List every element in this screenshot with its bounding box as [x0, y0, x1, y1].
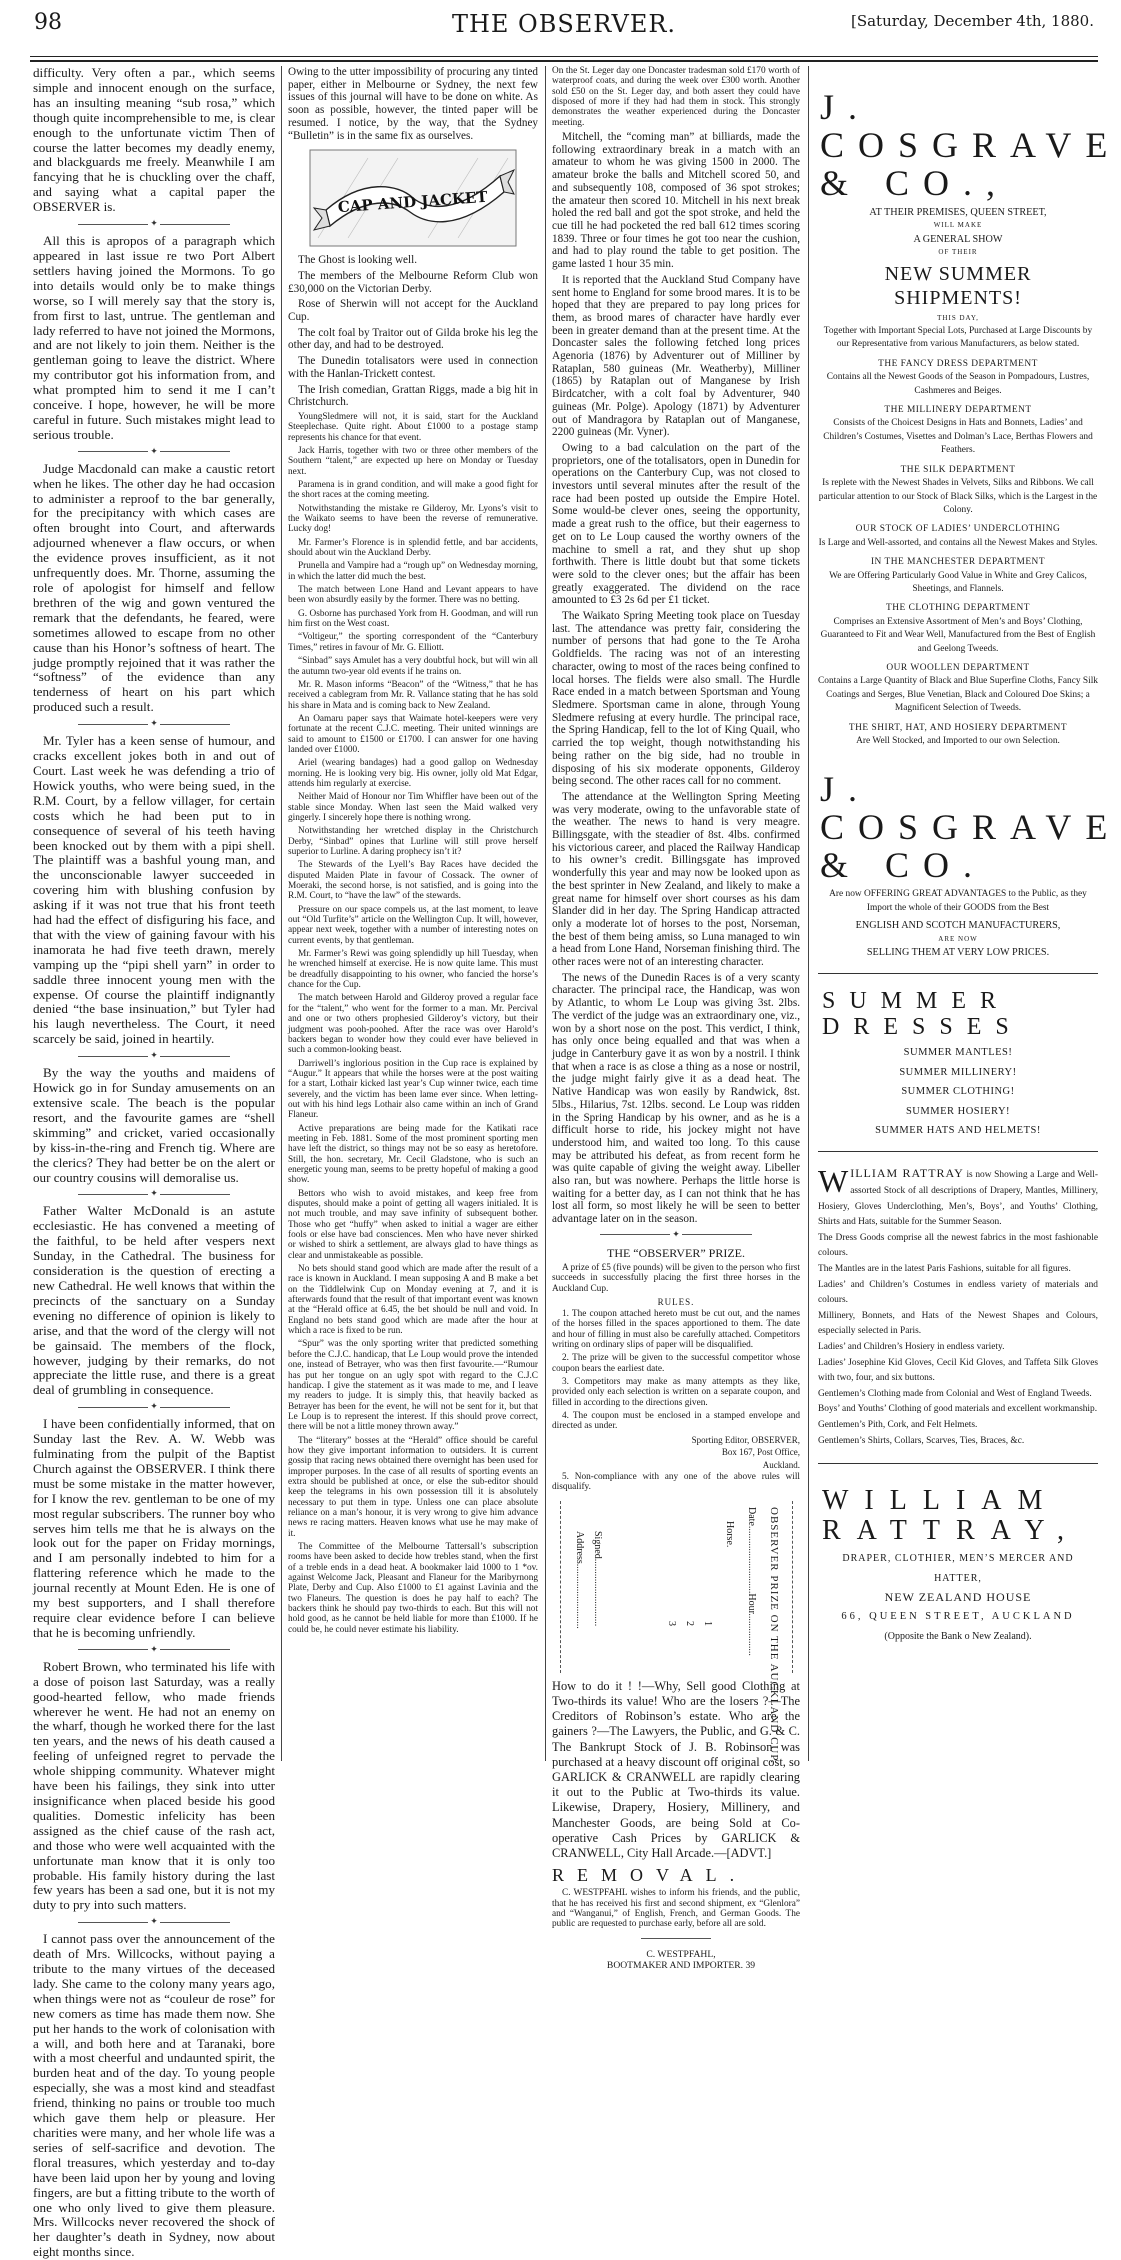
- sporting-item: Mr. Farmer’s Florence is in splendid fettle, and bar accidents, should about win the Auckland Derby.: [288, 537, 538, 559]
- advert-divider: [818, 1151, 1098, 1152]
- advert-line: SUMMER HOSIERY!: [905, 1105, 1011, 1117]
- header-rule-double: [30, 60, 1098, 62]
- section-ornament: [552, 1933, 800, 1944]
- article-paragraph: Robert Brown, who terminated his life with a dose of poison last Saturday, was a really good-hearted fellow, who made friends wherever he went. He had not an enemy on the wharf, though he worked there for the last ten years, and the news of his death caused a feeling of unfeigned regret to pervade the whole shipping community. Whatever might have been his failings, they sink into utter insignificance when placed beside his good qualities. Domestic infelicity has been assigned as the chief cause of the rash act, and those who were well acquainted with the unfortunate man know that it is only too probable. His family history during the last few years has been a sad one, but it is not my duty to pry into such matters.: [33, 1658, 275, 1913]
- department-text: Contains all the Newest Goods of the Season in Pompadours, Lustres, Cashmeres and Beiges.: [826, 372, 1090, 396]
- sporting-item: The Ghost is looking well.: [298, 254, 418, 267]
- sporting-item: Darriwell’s inglorious position in the Cup race is explained by “Augur.” It appears that while the horses were at the post waiting for a start, Lothair kicked last year’s Cup winner twice, each time severely, and the victim has been lame ever since. When letting-out with his hind legs Lothair also came within an inch of Grand Flaneur.: [288, 1058, 538, 1121]
- advert-line: A GENERAL SHOW: [913, 233, 1003, 245]
- advert-line: NEW ZEALAND HOUSE: [884, 1589, 1032, 1604]
- rule-item: 4. The coupon must be enclosed in a stamped envelope and directed as under.: [552, 1410, 800, 1432]
- sporting-item: Mitchell, the “coming man” at billiards, made the following extraordinary break in a match with an amateur to whom he was giving 1500 in 2000. The amateur broke the balls and Mitchell scored 50, and and subsequently 108, composed of 36 spot strokes; the amateur then scored 10. Mitchell in his next break holed the red ball and got the spot stroke, and held the cue till he had pocketed the red ball 612 times scoring 1839. Three or four times he got too near the cushion, and had to play round the table to get position. The game lasted 1 hour 35 min.: [552, 131, 800, 271]
- article-paragraph: Judge Macdonald can make a caustic retort when he likes. The other day he had occasion to administer a reproof to the bar generally, for the precipitancy with which cases are often brought into Court, and afterwards adjourned whenever a flaw occurs, or when the evidence proves insufficient, as it not unfrequently does. Mr. Thorne, assuming the role of apologist for himself and fellow brethren of the wig and gown ventured the remark that the defendants, he feared, were sometimes allowed to escape from no other cause than his Honor’s softness of heart. The judge promptly rejoined that it was rather the “softness” of the evidence than any tenderness of heart on his part which produced such a result.: [33, 460, 275, 715]
- advert-line: ARE NOW: [938, 934, 978, 943]
- article-paragraph: Father Walter McDonald is an astute ecclesiastic. He has convened a meeting of the faithful, to be held after vespers next Sunday, in the Cathedral. The business for consideration is the question of erecting a new Cathedral. He well knows that within the precincts of the sanctuary on a Sunday evening no difference of opinion is likely to arise, and that the word of the clergy will not be gainsaid. The members of the flock, however, judging by their remarks, do not appreciate the little ruse, and there is a great deal of grumbling in consequence.: [33, 1203, 275, 1398]
- sporting-item: YoungSledmere will not, it is said, start for the Auckland Steeplechase. Quite right. About £1000 to a postage stamp represents his chance for that event.: [288, 411, 538, 443]
- advert-line: DRAPER, CLOTHIER, MEN’S MERCER AND: [842, 1553, 1074, 1565]
- advert-line: ENGLISH AND SCOTCH MANUFACTURERS,: [855, 920, 1061, 932]
- article-paragraph: Mr. Tyler has a keen sense of humour, and cracks excellent jokes both in and out of Court. Last week he was defending a trio of Howick youths, who were being sued, in the R.M. Court, by a fellow villager, for certain costs which he had been put to in consequence of several of his teeth having been knocked out by them with a pipi shell. The plaintiff was a bashful young man, and the unconscionable lawyer succeeded in covering him with blushing confusion by asking if it was not true that his front teeth had had the effect of disfiguring his face, and that with the view of gaining favour with his inamorata he had five teeth drawn, merely vamping up the “pipi shell yarn” in order to saddle three innocent young men with the expense. Of course the plaintiff indignantly denied “the base insinuation,” but Tyler had his laugh nevertheless. The Court, it need scarcely be said, joined in heartily.: [33, 733, 275, 1047]
- sporting-item: The match between Lone Hand and Levant appears to have been won absurdly easily by the former. There was no betting.: [288, 585, 538, 606]
- sporting-item: The match between Harold and Gilderoy proved a regular face for the “talent,” who went for the former to a man. Mr. Percival and one or two others prophesied Gilderoy’s victory, but their judgment was pooh-poohed. After the race was over Harold’s backers began to wonder how they could ever have believed in such a common-looking beast.: [288, 993, 538, 1056]
- issue-date: [Saturday, December 4th, 1880.: [850, 12, 1094, 30]
- address-line: Auckland.: [762, 1459, 800, 1470]
- sporting-item: The Committee of the Melbourne Tattersall’s subscription rooms have been asked to decide how trebles stand, when the first of a treble ends in a dead heat. A bookmaker laid 1000 to 1 *ov. against Welcome Jack, Pleasant and Flaneur for the Maribyrnong Plate, Derby and Cup. Also £1000 to £1 against Lavinia and the two Flaneurs. The question is does he pay half to each? The backers think he should pay two-thirds to each. But this will not hold good, as he cannot be held liable for more than £1000. If he could be, he could never estimate his liability.: [288, 1542, 538, 1635]
- sporting-item: The Irish comedian, Grattan Riggs, made a big hit in Christchurch.: [288, 383, 538, 409]
- advert-line: SUMMER MILLINERY!: [899, 1066, 1017, 1078]
- sporting-item: The Waikato Spring Meeting took place on Tuesday last. The attendance was pretty fair, considering the number of persons that had gone to the Te Aroha Goldfields. The racing was not of an interesting character, owing to most of the races being confined to local horses. The fields were also small. The Hurdle Race ended in a match between Sportsman and Young Sledmere. Sportsman came in alone, through Young Sledmere refusing at every hurdle. The principal race, the Spring Handicap, fell to the lot of King Quail, who carried the top weight, though notwithstanding his being rather on the big side, had no trouble in disposing of his six moderate opponents, Gilderoy being second. The other races call for no comment.: [552, 610, 800, 788]
- prize-coupon[interactable]: [552, 1501, 800, 1764]
- cosgrave-heading-2: J. COSGRAVE & CO.: [820, 769, 1121, 886]
- sporting-item: Active preparations are being made for the Katikati race meeting in Feb. 1881. Some of the most prominent sporting men have left the district, so things may not be so easy as heretofore. Still, the hon. secretary, Mr. Cecil Gladstone, who is such an energetic young man, seems to be pretty hopeful of making a good show.: [288, 1123, 538, 1186]
- ribbon-banner-icon: [308, 148, 518, 248]
- department-heading: THE FANCY DRESS DEPARTMENT: [878, 358, 1038, 369]
- rattray-intro: WILLIAM RATTRAY is now Showing a Large and Well-assorted Stock of all descriptions of Drapery, Mantles, Millinery, Hosiery, Gloves Underclothing, Men’s, Boys’, and Youths’ Clothing, Shirts and Hats, suitable for the Summer Season.: [818, 1163, 1098, 1228]
- department-text: We are Offering Particularly Good Value in White and Grey Calicos, Sheetings, and Flannels.: [829, 570, 1087, 594]
- advert-line: Gentlemen’s Shirts, Collars, Scarves, Ties, Braces, &c.: [818, 1435, 1025, 1446]
- department-text: Comprises an Extensive Assortment of Men’s and Boys’ Clothing, Guaranteed to Fit and Wear Well, Manufactured from the Best of English and Geelong Tweeds.: [820, 616, 1096, 654]
- advert-line: THIS DAY,: [937, 313, 979, 322]
- section-ornament: ✦: [33, 718, 275, 729]
- removal-signature: BOOTMAKER AND IMPORTER. 39: [606, 1959, 756, 1971]
- column-4-adverts: [818, 66, 1121, 1761]
- column-divider: [545, 66, 546, 1761]
- coupon-address-field[interactable]: Address..........................: [574, 1530, 585, 1629]
- department-heading: THE SILK DEPARTMENT: [900, 464, 1016, 475]
- sporting-item: Rose of Sherwin will not accept for the Auckland Cup.: [288, 298, 538, 324]
- coupon-cut-line: [792, 1501, 793, 1673]
- advert-line: AT THEIR PREMISES, QUEEN STREET,: [869, 207, 1047, 218]
- address-line: Box 167, Post Office,: [721, 1447, 800, 1458]
- rattray-name: WILLIAM RATTRAY,: [822, 1485, 1080, 1547]
- advert-line: WILL MAKE: [933, 221, 983, 230]
- sporting-item: Prunella and Vampire had a “rough up” on Wednesday morning, in which the latter did much the best.: [288, 561, 538, 582]
- sporting-item: The Stewards of the Lyell’s Bay Races have decided the disputed Maiden Plate in favour of Cossack. The owner of Moeraki, the second horse, is not satisfied, and is going into the R.M. Court, to “have the law” of the stewards.: [288, 860, 538, 902]
- department-heading: OUR WOOLLEN DEPARTMENT: [886, 662, 1030, 673]
- rule-item: 1. The coupon attached hereto must be cut out, and the names of the horses filled in the spaces apportioned to them. The date and hour of filling in must also be carefully attached. Competitors writing on ordinary slips of paper will be disqualified.: [552, 1308, 800, 1350]
- sporting-item: “Spur” was the only sporting writer that predicted something before the C.J.C. handicap, that Le Loup would prove the intended one, instead of Betrayer, who was then first favourite.—“Rumour has put her tongue on an ugly spot with regard to the C.J.C handicap. I give the statement as it was made to me, and I leave my readers to judge. It is simply this, that heavily backed as Betrayer has been for the event, he will not be sent for it, but that Le Loup is to represent the interest. If this should prove correct, there will be not a little money thrown away.”: [288, 1339, 538, 1433]
- section-ornament: ✦: [33, 1188, 275, 1199]
- advert-line: Ladies’ and Children’s Costumes in endless variety of materials and colours.: [818, 1279, 1098, 1306]
- section-ornament: ✦: [33, 1050, 275, 1061]
- coupon-signed-field[interactable]: Signed...........................: [592, 1530, 603, 1627]
- department-text: Are Well Stocked, and Imported to our own Selection.: [856, 736, 1060, 746]
- banner-text: CAP AND JACKET: [337, 188, 489, 217]
- header-rule: [30, 56, 1098, 57]
- sporting-item: Ariel (wearing bandages) had a good gallop on Wednesday morning. He is looking very big. His owner, jolly old Mat Edgar, attends him regularly at exercise.: [288, 758, 538, 789]
- new-summer-shipments: NEW SUMMER SHIPMENTS!: [884, 262, 1032, 309]
- advert-line: The Mantles are in the latest Paris Fashions, suitable for all figures.: [818, 1264, 1071, 1275]
- article-paragraph: difficulty. Very often a par., which seems simple and innocent enough on the surface, has an insulting meaning “sub rosa,” which though quite incomprehensible to me, is clear enough to the unfortunate victim Then of course the latter becomes my deadly enemy, and blackguards me freely. Meanwhile I am fancying that he is chuckling over the chaff, and saying what a capital paper the OBSERVER is.: [33, 65, 275, 215]
- column-2: [288, 66, 538, 1761]
- sporting-item: Notwithstanding the mistake re Gilderoy, Mr. Lyons’s visit to the Waikato seems to have been the reverse of remunerative. Lucky dog!: [288, 503, 538, 535]
- section-ornament: ✦: [33, 1644, 275, 1655]
- section-ornament: ✦: [552, 1229, 800, 1240]
- summer-dresses-heading: SUMMER DRESSES: [822, 988, 1023, 1041]
- newspaper-title: THE OBSERVER.: [451, 10, 677, 38]
- sporting-item: The Dunedin totalisators were used in connection with the Hanlan-Trickett contest.: [288, 355, 538, 380]
- advert-number: 39: [745, 1959, 756, 1971]
- advert-line: The Dress Goods comprise all the newest fabrics in the most fashionable colours.: [818, 1232, 1098, 1259]
- sporting-item: The attendance at the Wellington Spring Meeting was very moderate, owing to the unfavorable state of the weather. The news to hand is very meagre. Billingsgate, with the steadier of 8st. 4lbs. confirmed his victorious career, and placed the Railway Handicap to his owner’s credit. Billingsgate has improved wonderfully this year and may now be looked upon as the best sprinter in New Zealand, and likely to make a great name for himself over short courses as his dam Slander did in her day. The Spring Handicap attracted only a moderate lot of horses to the post, Norseman, the best of them being amiss, so Luna managed to win a head from Lone Hand, Norseman finishing third. The other races were not of an interesting character.: [552, 790, 800, 969]
- section-ornament: ✦: [33, 1916, 275, 1927]
- advert-line: SUMMER HATS AND HELMETS!: [875, 1125, 1041, 1137]
- sporting-item: Neither Maid of Honour nor Tim Whiffler have been out of the stable since Monday. When last seen the Maid walked very gingerly. I sincerely hope there is nothing wrong.: [288, 792, 538, 823]
- article-paragraph: I cannot pass over the announcement of the death of Mrs. Willcocks, without paying a tribute to the many virtues of the deceased lady. She came to the colony many years ago, when things were not as “couleur de rose” for new comers as time has made them now. She put her hands to the work of colonisation with a will, and both here and at Taranaki, bore with a most cheerful and undaunted spirit, the burden heat and of the day. To young people especially, she was a most kind and steadfast friend, thinking no pains or trouble too much which gave them help or pleasure. Her charities were many, and her whole life was a series of self-sacrifice and devotion. The floral treasures, which yesterday and to-day have been laid upon her by young and loving fingers, are but a fitting tribute to the worth of one who only lived to give them pleasure. Mrs. Willcocks never recovered the shock of her daughter’s death in Sydney, now about eight months since.: [33, 1931, 275, 2260]
- sporting-item: Owing to a bad calculation on the part of the proprietors, one of the totalisators, open in Dunedin for operations on the Canterbury Cup, was not closed to investors until several minutes after the result of the race had been posted up outside the Empire Hotel. Some would-be clever ones, seeing the opportunity, made a great rush to the office, but their eagerness to get on to Le Loup caused the worthy owners of the machine to smell a rat, and they shut up shop forthwith. There is little doubt but that some tickets were sold to the clever ones; but the affair has been greatly exaggerated. The dividend on the race amounted to £3 2s 6d per £1 ticket.: [552, 441, 800, 607]
- department-heading: OUR STOCK OF LADIES’ UNDERCLOTHING: [855, 524, 1061, 535]
- coupon-horse-2[interactable]: 2: [684, 1620, 695, 1626]
- coupon-cut-line: [560, 1501, 561, 1673]
- removal-signature: C. WESTPFAHL,: [646, 1948, 716, 1960]
- summer-advert: [818, 988, 1098, 1137]
- column-3: [552, 66, 800, 1971]
- street-address: 66, QUEEN STREET, AUCKLAND: [841, 1611, 1075, 1623]
- department-heading: IN THE MANCHESTER DEPARTMENT: [870, 557, 1046, 568]
- coupon-horse-1[interactable]: 1: [702, 1620, 713, 1626]
- advert-divider: [818, 1463, 1098, 1464]
- advert-line: HATTER,: [934, 1572, 982, 1584]
- article-paragraph: Owing to the utter impossibility of procuring any tinted paper, either in Melbourne or Sydney, the next few issues of this journal will have to be done on white. As soon as possible, however, the tinted paper will be resumed. I notice, by the way, that the Sydney “Bulletin” is in the same fix as ourselves.: [288, 66, 538, 142]
- sporting-item: “Sinbad” says Amulet has a very doubtful hock, but will win all the autumn two-year old events if he trains on.: [288, 656, 538, 677]
- sporting-item: Jack Harris, together with two or three other members of the Southern “talent,” are expected up here on Monday or Tuesday next.: [288, 445, 538, 477]
- advert-line: (Opposite the Bank o New Zealand).: [884, 1630, 1032, 1642]
- department-heading: THE SHIRT, HAT, AND HOSIERY DEPARTMENT: [848, 722, 1068, 733]
- sporting-item: The “literary” bosses at the “Herald” office should be careful how they give important information to outsiders. It is current gossip that racing news obtained there overnight has been used for improper purposes. In the case of all results of sporting events an extra should be published at once, or else the sub-editor should keep the telegrams in his own possession till it is absolutely necessary to put them in type. Unless one can place absolute reliance on a man’s honour, it is very wrong to give him advance news re racing matters. Heaven knows what use he may make of it.: [288, 1435, 538, 1539]
- department-text: Consists of the Choicest Designs in Hats and Bonnets, Ladies’ and Children’s Costumes, Visettes and Dolman’s Lace, Berthas Flowers and Feathers.: [823, 418, 1093, 456]
- article-paragraph: By the way the youths and maidens of Howick go in for Sunday amusements on an extensive scale. The beach is the popular resort, and the favourite games are “shell skimming” and cricket, varied occasionally by kiss-in-the-ring and French tig. Where are the clerics? They had better be on the alert or our country cousins will demoralise us.: [33, 1065, 275, 1185]
- sporting-item: Mr. R. Mason informs “Beacon” of the “Witness,” that he has received a cablegram from Mr. R. Vallance stating that he has sold his share in Mata and is coming back to New Zealand.: [288, 679, 538, 711]
- cap-and-jacket-banner: [308, 148, 518, 248]
- coupon-horse-label: Horse.: [724, 1520, 735, 1548]
- sporting-item: No bets should stand good which are made after the result of a race is known in Auckland. I mean supposing A and B make a bet on the Tiddlelwink Cup on Monday evening at 7, and it is afterwards found that the result of that important event was known at the “Herald office at 6.45, the bet should be null and void. In England no bets stand good which are made after the hour at which a race is fixed to be run.: [288, 1264, 538, 1337]
- advert-line: Gentlemen’s Pith, Cork, and Felt Helmets.: [818, 1419, 978, 1430]
- page-number: 98: [34, 10, 62, 35]
- advert-line: Boys’ and Youths’ Clothing of good materials and excellent workmanship.: [818, 1404, 1098, 1415]
- sporting-item: Notwithstanding her wretched display in the Christchurch Derby, “Sinbad” opines that Lurline will still prove herself superior to Lurline. A daring prophecy isn’t it?: [288, 826, 538, 858]
- column-divider: [281, 66, 282, 1761]
- advert-line: SUMMER MANTLES!: [903, 1047, 1013, 1059]
- advert-line: SELLING THEM AT VERY LOW PRICES.: [866, 947, 1050, 959]
- sporting-item: The colt foal by Traitor out of Gilda broke his leg the other day, and had to be destroyed.: [288, 326, 538, 352]
- advert-line: Millinery, Bonnets, and Hats of the Newest Shapes and Colours, especially selected in Paris.: [818, 1310, 1098, 1337]
- advert-line: Are now OFFERING GREAT ADVANTAGES to the Public, as they Import the whole of their GOODS from the Best: [829, 889, 1087, 913]
- sporting-item: Mr. Farmer’s Rewi was going splendidly up hill Tuesday, when he wrenched himself at exercise. He is now quite lame. This must be dreadfully disappointing to his owner, who fancied the horse’s chance for the Cup.: [288, 949, 538, 991]
- prize-title: THE “OBSERVER” PRIZE.: [606, 1245, 746, 1260]
- sporting-item: The news of the Dunedin Races is of a very scanty character. The principal race, the Handicap, was won by Atlantic, to whom Le Loup was giving 3st. 2lbs. The verdict of the judge was an extraordinary one, viz., won by a short nose on the post. This verdict, I think, has only once being equalled and that was when a judge in Canterbury gave it as won by a nostril. I think that when a race is as close a thing as a nose or nostril, the judge might fairly give it as a dead heat. The Native Handicap was won easily by Randwick, 8st. 5lbs., Hilarius, 7st. 12lbs. second. Le Loup was ridden in the Spring Handicap by his owner, and as he is a difficult horse to ride, his jockey might not have understood him, and waited too long. To this cause may be attributed his defeat, as from recent form he was quite capable of giving the weight away. Libeller also ran, but was nowhere. Perhaps the little horse is waiting for a better day, as I can not think that he has lost all form, so most likely he will be seen to better advantage later on in the season.: [552, 971, 800, 1226]
- article-paragraph: I have been confidentially informed, that on Sunday last the Rev. A. W. Webb was fulminating from the pulpit of the Baptist Church against the OBSERVER. I think there must be some mistake in the matter however, for I know the rev. gentleman to be one of my most regular subscribers. The runner boy who serves him tells me that he is always on the look out for the paper on Friday mornings, and I am personally indebted to him for a flattering reference which he made to the journal recently at Mount Eden. He is one of my best supporters, and I shall therefore require clear evidence before I can believe that he is becoming unfriendly.: [33, 1416, 275, 1640]
- column-1: [33, 65, 275, 2260]
- rattray-advert: [818, 1163, 1098, 1449]
- sporting-item: The members of the Melbourne Reform Club won £30,000 on the Victorian Derby.: [288, 269, 538, 295]
- advert-line: SUMMER CLOTHING!: [901, 1086, 1015, 1098]
- department-text: Is replete with the Newest Shades in Velvets, Silks and Ribbons. We call particular attention to our Stock of Black Silks, which is the Largest in the Colony.: [818, 478, 1098, 515]
- address-line: Sporting Editor, OBSERVER,: [691, 1434, 800, 1445]
- sporting-item: Pressure on our space compels us, at the last moment, to leave out “Old Turfite’s” article on the Wellington Cup. It will, however, appear next week, together with a number of interesting notes on current events, by that gentleman.: [288, 904, 538, 946]
- cosgrave-heading: J. COSGRAVE & CO.,: [820, 87, 1121, 203]
- advert-line: Ladies’ Josephine Kid Gloves, Cecil Kid Gloves, and Taffeta Silk Gloves with two, four, and six buttons.: [818, 1357, 1098, 1384]
- advert-line: Together with Important Special Lots, Purchased at Large Discounts by our Representative from various Manufacturers, as below stated.: [823, 326, 1093, 350]
- removal-notice: C. WESTPFAHL wishes to inform his friends, and the public, that he has received his first and second shipment, ex “Glenlora” and “Wanganui,” of English, French, and German Goods. The public are requested to purchase early, before all are sold.: [552, 1888, 800, 1930]
- prize-intro: A prize of £5 (five pounds) will be given to the person who first succeeds in successfully placing the first three horses in the Auckland Cup.: [552, 1262, 800, 1294]
- section-ornament: ✦: [33, 218, 275, 229]
- drop-cap: W: [818, 1163, 849, 1200]
- rule-item: 2. The prize will be given to the successful competitor whose coupon bears the earliest date.: [552, 1353, 800, 1374]
- column-divider: [808, 66, 809, 1761]
- section-ornament: ✦: [33, 446, 275, 457]
- advert-divider: [818, 973, 1098, 974]
- sporting-item: G. Osborne has purchased York from H. Goodman, and will run him first on the West coast.: [288, 608, 538, 630]
- section-ornament: ✦: [33, 1401, 275, 1412]
- sporting-item: On the St. Leger day one Doncaster tradesman sold £170 worth of waterproof coats, and during the week over £300 worth. Another sold £50 on the St. Leger day, and both assert they could have disposed of more if they had had them in stock. This strongly demonstrates the weather experienced during the Doncaster meeting.: [552, 66, 800, 128]
- advert-line: Gentlemen’s Clothing made from Colonial and West of England Tweeds.: [818, 1388, 1092, 1399]
- advert-line: Ladies’ and Children’s Hosiery in endless variety.: [818, 1342, 1005, 1352]
- department-heading: THE CLOTHING DEPARTMENT: [886, 603, 1030, 614]
- sporting-item: Bettors who wish to avoid mistakes, and keep free from disputes, should make a point of getting all wagers initialed. It is not much trouble, and may save infinity of subsequent bother. Those who get “huffy” when asked to initial a wager are either fools or else have bad consciences. Men who have never shirked or wished to shirk a settlement, are always glad to have things as clear and unmistakeable as possible.: [288, 1188, 538, 1261]
- rule-item: 5. Non-compliance with any one of the above rules will disqualify.: [552, 1472, 800, 1493]
- article-paragraph: All this is apropos of a paragraph which appeared in last issue re two Port Albert settlers having joined the Mormons. To go into details would only be to make things worse, so I will merely say that the story is, from first to last, untrue. The gentleman and lady referred to have not joined the Mormons, and are not likely to join them. Neither is the gentleman going to leave the district. Where my contributor got his information from, and what prompted him to send it me I can’t conceive. I hope, however, he will be more careful in future. Such mistakes might lead to serious trouble.: [33, 233, 275, 442]
- rattray-address-advert: [818, 1486, 1098, 1643]
- coupon-horse-3[interactable]: 3: [666, 1620, 677, 1626]
- removal-title: REMOVAL.: [552, 1865, 748, 1886]
- coupon-date-field[interactable]: Date...........................Hour.................: [746, 1506, 757, 1656]
- sporting-item: An Oamaru paper says that Waimate hotel-keepers were very fortunate at the recent C.J.C. meeting. Their united winnings are said to amount to £1500 or £1700. I can answer for one having landed over £1000.: [288, 713, 538, 755]
- rule-item: 3. Competitors may make as many attempts as they like, provided only each selection is written on a separate coupon, and filled in according to the directions given.: [552, 1376, 800, 1408]
- coupon-title: OBSERVER PRIZE ON THE AUCKLAND CUP.: [768, 1506, 780, 1764]
- masthead: [30, 10, 1098, 56]
- department-heading: THE MILLINERY DEPARTMENT: [884, 405, 1032, 416]
- sporting-item: It is reported that the Auckland Stud Company have sent home to England for some brood mares. It is to be hoped that they are prepared to pay long prices for them, as brood mares of character have hardly ever been in greater demand than at the present time. At the Doncaster sales the following fetched long prices Agenoria (1876) by Adventurer out of Milliner by Rataplan, 580 guineas (Mr. Weatherby), Milliner (1865) by Rataplan out of Manganese by Irish Birdcatcher, with a colt foal by Adventurer, 940 guineas (Mr. Polge). Apology (1871) by Adventurer out of Mandragora by Rataplan out of Manganese, 2200 guineas (Mr. Vyner).: [552, 273, 800, 439]
- rules-title: RULES.: [657, 1296, 695, 1307]
- department-text: Contains a Large Quantity of Black and Blue Superfine Cloths, Fancy Silk Coatings and Serges, Blue Venetian, Black and Coloured Doe Skins; a Magnificent Selection of Tweeds.: [818, 676, 1098, 714]
- sporting-item: “Voltigeur,” the sporting correspondent of the “Canterbury Times,” retires in favour of Mr. G. Elliott.: [288, 632, 538, 653]
- sporting-item: Paramena is in grand condition, and will make a good fight for the short races at the coming meeting.: [288, 480, 538, 501]
- garlick-cranwell-advert: How to do it ! !—Why, Sell good Clothing at Two-thirds its value! Who are the losers ?—The Creditors of Robinson’s estate. Who are the gainers ?—The Lawyers, the Public, and G. & C. The Bankrupt Stock of J. B. Robinson was purchased at a heavy discount off original cost, so GARLICK & CRANWELL are rapidly clearing it out to the Public at Two-thirds its value. Likewise, Drapery, Hosiery, Millinery, and Manchester Goods, are being Sold at Co-operative Cash Prices by GARLICK & CRANWELL, City Hall Arcade.—[ADVT.]: [552, 1678, 800, 1861]
- department-text: Is Large and Well-assorted, and contains all the Newest Makes and Styles.: [818, 537, 1098, 548]
- advert-line: OF THEIR: [938, 248, 978, 257]
